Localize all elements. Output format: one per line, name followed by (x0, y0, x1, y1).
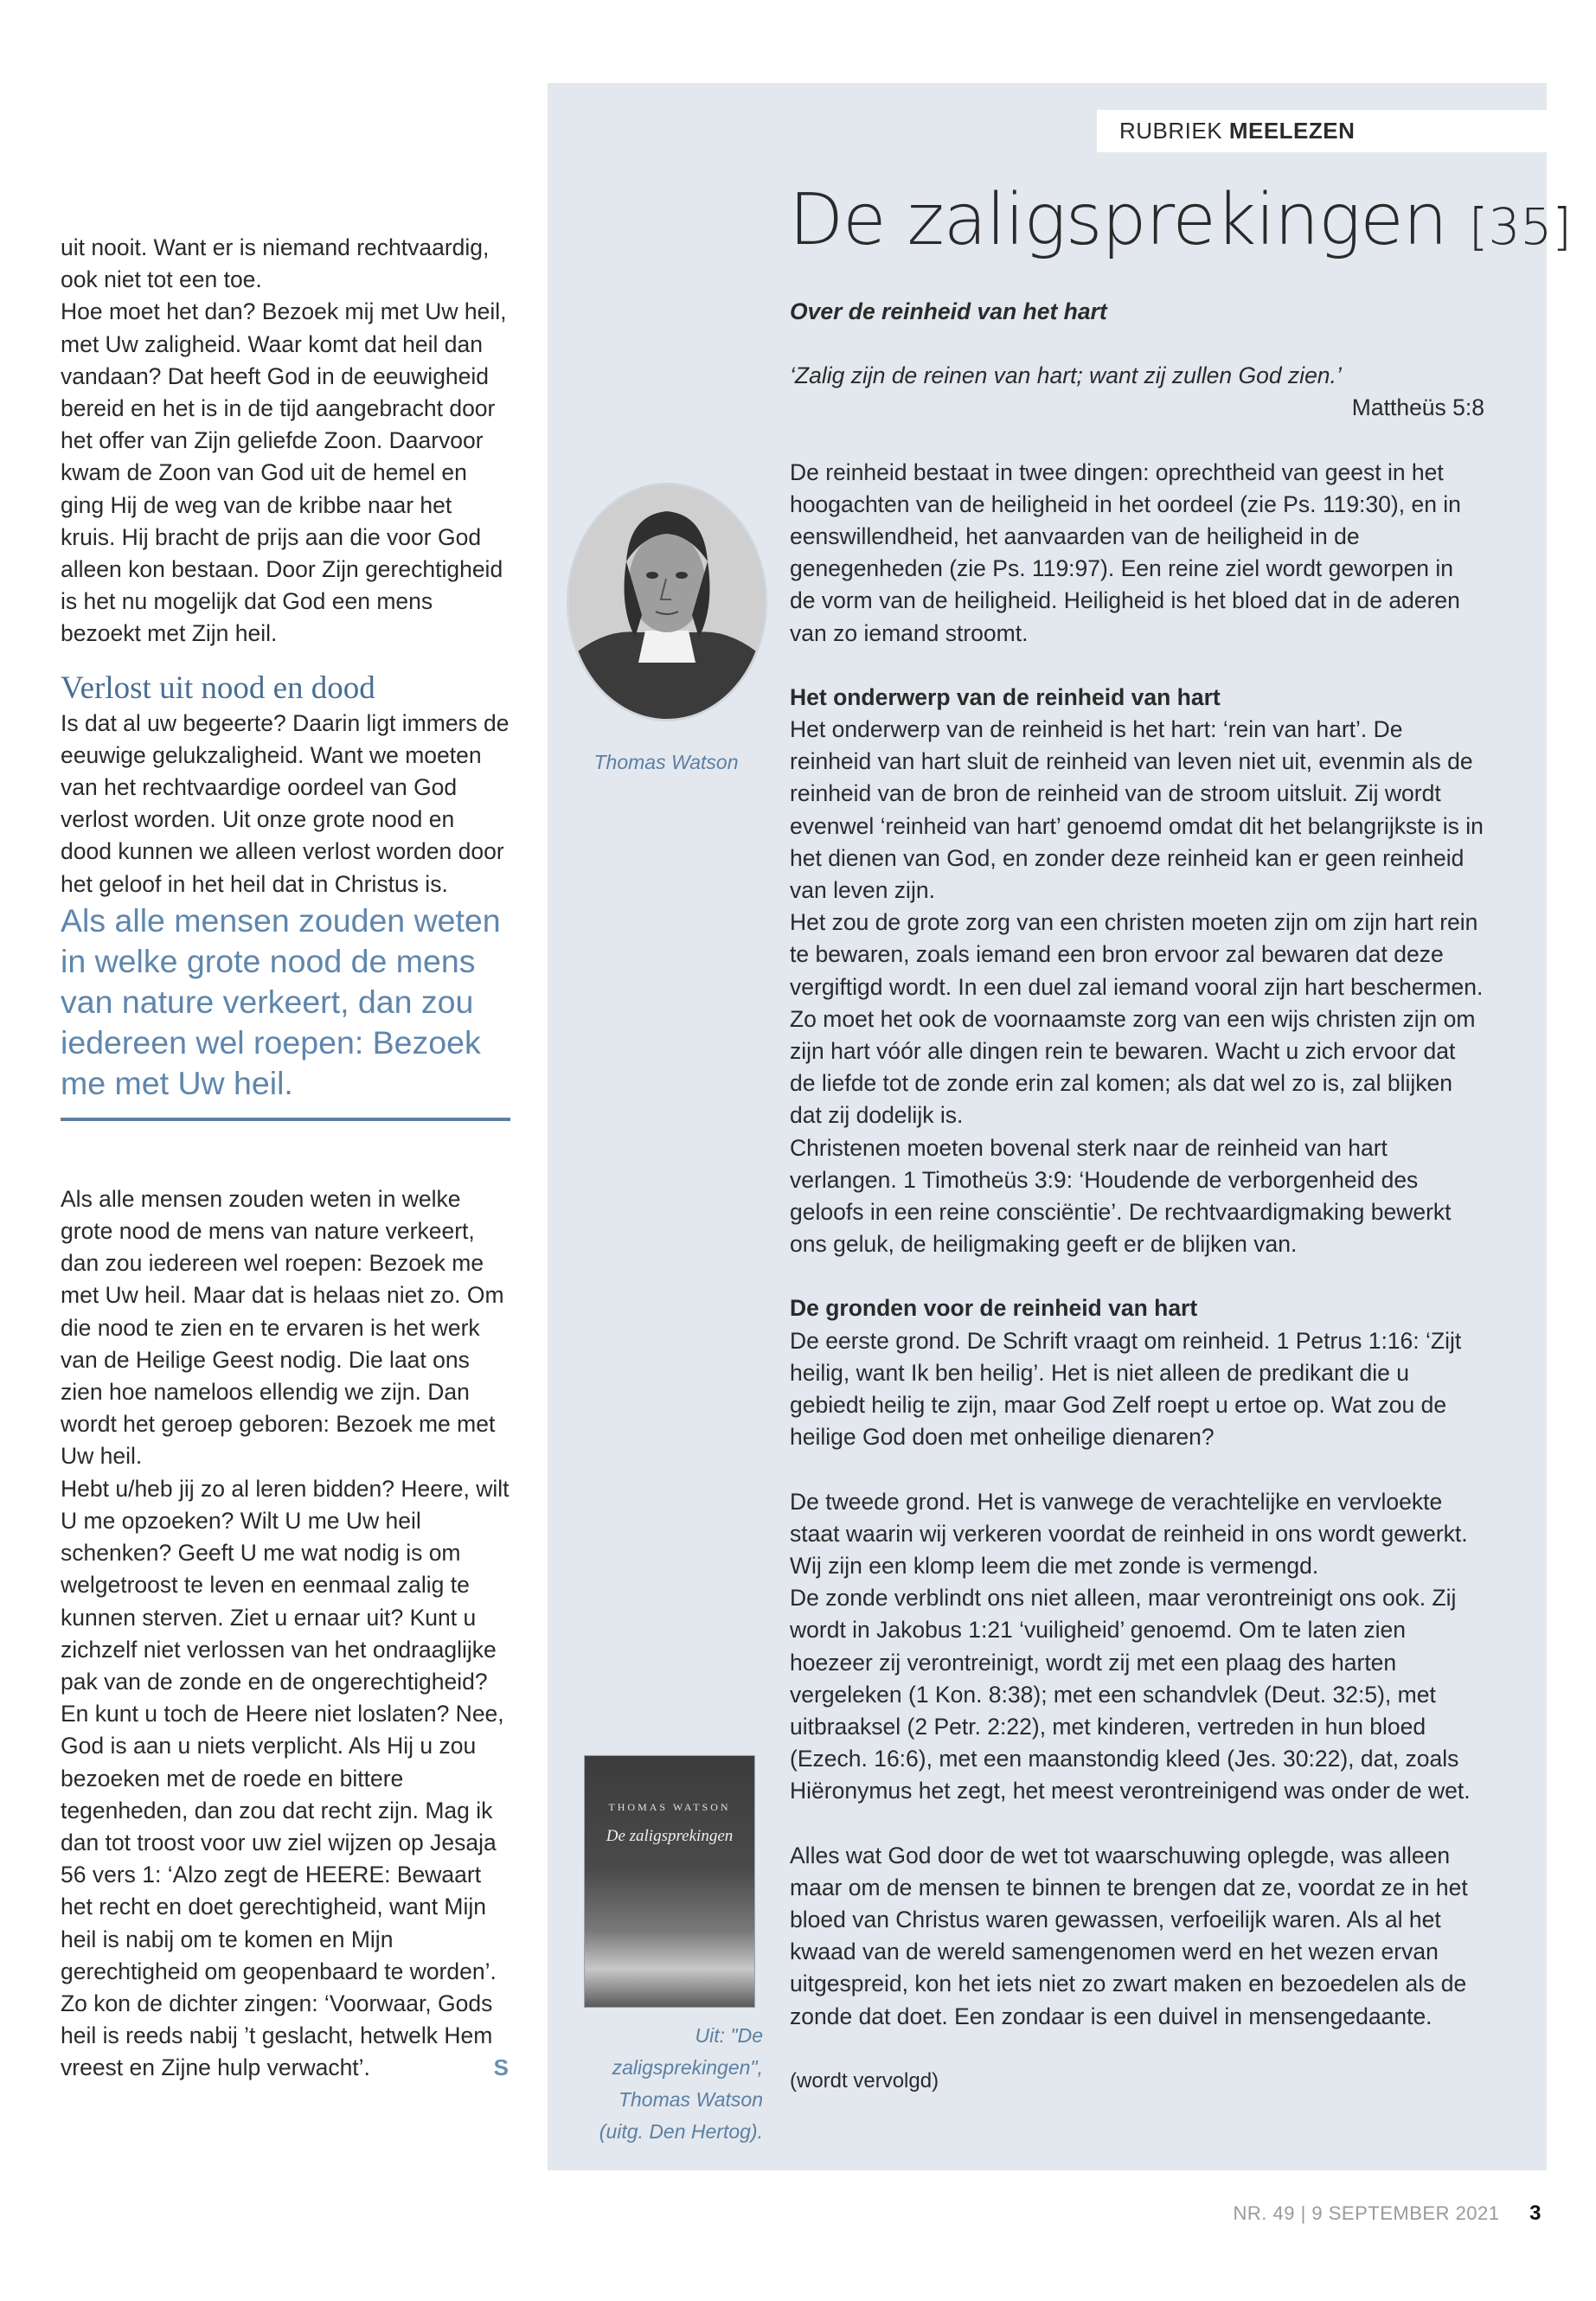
article-title-main: De zaligsprekingen (789, 179, 1447, 261)
left-column (61, 232, 510, 2085)
bible-quote: ‘Zalig zijn de reinen van hart; want zij zullen God zien.’ (790, 362, 1342, 389)
section-heading-2: De gronden voor de reinheid van hart (790, 1295, 1198, 1322)
rubric-name: MEELEZEN (1228, 118, 1356, 144)
main-column (790, 296, 1484, 2097)
left-paragraph-5-text: Hebt u/heb jij zo al leren bidden? Heere, wilt U me opzoeken? Wilt U me Uw heil schenken? Geeft U me wat nodig is om welgetroost te leven en eenmaal zalig te kunnen sterven. Ziet u ernaar uit? Kunt u zichzelf niet verlossen van het ondraaglijke pak van de zonde en de ongerechtigheid? En kunt u toch de Heere niet loslaten? Nee, God is aan u niets verplicht. Als Hij u zou bezoeken met de roede en bittere tegenheden, dan zou dat recht zijn. Mag ik dan tot troost voor uw ziel wijzen op Jesaja 56 vers 1: ‘Alzo zegt de HEERE: Bewaart het recht en doet gerechtigheid, want Mijn heil is nabij om te komen en Mijn gerechtigheid om geopenbaard te worden’. Zo kon de dichter zingen: ‘Voorwaar, Gods heil is reeds nabij ’t geslacht, hetwelk Hem vreest en Zijne hulp verwacht’. (61, 1475, 510, 2081)
portrait-image (567, 483, 767, 721)
book-cover-title: De zaligsprekingen (606, 1827, 734, 1845)
article-lead: Over de reinheid van het hart (790, 298, 1107, 324)
main-paragraph-4: Christenen moeten bovenal sterk naar de reinheid van hart verlangen. 1 Timotheüs 3:9: ‘Houdende de verborgenheid des geloofs in een reine consciëntie’. De rechtvaardigmaking bewerkt ons geluk, de heiligmaking geeft er de blijken van. (790, 1134, 1452, 1258)
to-be-continued: (wordt vervolgd) (790, 2068, 939, 2093)
left-paragraph-2: Hoe moet het dan? Bezoek mij met Uw heil, met Uw zaligheid. Waar komt dat heil dan vandaan? Dat heeft God in de eeuwigheid bereid en het is in de tijd aangebracht door het offer van Zijn geliefde Zoon. Daarvoor kwam de Zoon van God uit de hemel en ging Hij de weg van de kribbe naar het kruis. Hij bracht de prijs aan die voor God alleen kon bestaan. Door Zijn gerechtigheid is het nu mogelijk dat God een mens bezoekt met Zijn heil. (61, 298, 507, 647)
article-title (789, 177, 1572, 270)
rubric-prefix: RUBRIEK (1119, 118, 1223, 144)
left-paragraph-4: Als alle mensen zouden weten in welke grote nood de mens van nature verkeert, dan zou iedereen wel roepen: Bezoek me met Uw heil. Maar dat is helaas niet zo. Om die nood te zien en te ervaren is het werk van de Heilige Geest nodig. Die laat ons zien hoe nameloos ellendig we zijn. Dan wordt het geroep geboren: Bezoek me met Uw heil. (61, 1185, 504, 1470)
book-caption: Uit: "De zaligsprekingen", Thomas Watson (uitg. Den Hertog). (599, 2024, 763, 2143)
left-paragraph-5 (61, 1473, 510, 2085)
left-subheading: Verlost uit nood en dood (61, 670, 375, 706)
book-cover-author: THOMAS WATSON (608, 1801, 731, 1813)
main-paragraph-2: Het onderwerp van de reinheid is het hart: ‘rein van hart’. De reinheid van hart sluit de reinheid van leven niet uit, evenmin als de reinheid van de bron de reinheid van de stroom uitsluit. Zij wordt evenwel ‘reinheid van hart’ genoemd omdat dit het belangrijkste is in het dienen van God, en zonder deze reinheid kan er geen reinheid van leven zijn. (790, 716, 1484, 904)
left-paragraph-3: Is dat al uw begeerte? Daarin ligt immers de eeuwige gelukzaligheid. Want we moeten van het rechtvaardige oordeel van God verlost worden. Uit onze grote nood en dood kunnen we alleen verlost worden door het geloof in het heil dat in Christus is. (61, 709, 510, 897)
section-heading-1: Het onderwerp van de reinheid van hart (790, 683, 1221, 710)
page-number: 3 (1529, 2202, 1542, 2225)
main-paragraph-1: De reinheid bestaat in twee dingen: oprechtheid van geest in het hoogachten van de heiligheid in het oordeel (zie Ps. 119:30), en in eenswillendheid, het aanvaarden van de heiligheid in de genegenheden (zie Ps. 119:97). Een reine ziel wordt geworpen in de vorm van de heiligheid. Heiligheid is het bloed dat in de aderen van zo iemand stroomt. (790, 458, 1461, 646)
pull-quote: Als alle mensen zouden weten in welke grote nood de mens van nature verkeert, dan zou iedereen wel roepen: Bezoek me met Uw heil. (61, 901, 510, 1121)
portrait-caption: Thomas Watson (593, 751, 739, 773)
left-paragraph-1: uit nooit. Want er is niemand rechtvaardig, ook niet tot een toe. (61, 234, 490, 293)
main-paragraph-3: Het zou de grote zorg van een christen moeten zijn om zijn hart rein te bewaren, zoals iemand een bron ervoor zal bewaren dat deze vergiftigd wordt. In een duel zal iemand vooral zijn hart beschermen. Zo moet het ook de voornaamste zorg van een wijs christen zijn om zijn hart vóór alle dingen rein te bewaren. Wacht u zich ervoor dat de liefde tot de zonde erin zal komen; als dat wel zo is, zal blijken dat zij dodelijk is. (790, 909, 1484, 1129)
issue-info: NR. 49 | 9 SEPTEMBER 2021 (1233, 2202, 1500, 2224)
main-paragraph-7: De zonde verblindt ons niet alleen, maar verontreinigt ons ook. Zij wordt in Jakobus 1:21 ‘vuiligheid’ genoemd. Om te laten zien hoezeer zij verontreinigt, wordt zij met een plaag des harten vergeleken (1 Kon. 8:38); met een schandvlek (Deut. 32:5), met uitbraaksel (2 Petr. 2:22), met kinderen, vertreden in hun bloed (Ezech. 16:6), met een maanstondig kleed (Jes. 30:22), dat, zoals Hiëronymus het zegt, het meest verontreinigend was onder de wet. (790, 1585, 1471, 1804)
bible-reference: Mattheüs 5:8 (1351, 394, 1484, 421)
main-paragraph-8: Alles wat God door de wet tot waarschuwing oplegde, was alleen maar om de mensen te binnen te brengen dat ze, voordat ze in het bloed van Christus waren gewassen, verfoeilijk waren. Als al het kwaad van de wereld samengenomen werd en het wezen ervan uitgespreid, kon het iets niet zo zwart maken en bezoedelen als de zonde dat doet. Een zondaar is een duivel in mensengedaante. (790, 1842, 1468, 2029)
rubric-label (1097, 110, 1547, 152)
page-footer (1234, 2202, 1542, 2226)
book-cover-image (585, 1756, 754, 2007)
article-title-number: [35] (1468, 197, 1572, 256)
main-paragraph-6: De tweede grond. Het is vanwege de verachtelijke en vervloekte staat waarin wij verkeren voordat de reinheid in ons wordt gewerkt. Wij zijn een klomp leem die met zonde is vermengd. (790, 1488, 1468, 1579)
portrait-drawing (569, 485, 765, 719)
main-paragraph-5: De eerste grond. De Schrift vraagt om reinheid. 1 Petrus 1:16: ‘Zijt heilig, want Ik ben heilig’. Het is niet alleen de predikant die u gebiedt heilig te zijn, maar God Zelf roept u ertoe op. Wat zou de heilige God doen met onheilige dienaren? (790, 1327, 1462, 1451)
end-mark-icon: S (493, 2054, 509, 2081)
